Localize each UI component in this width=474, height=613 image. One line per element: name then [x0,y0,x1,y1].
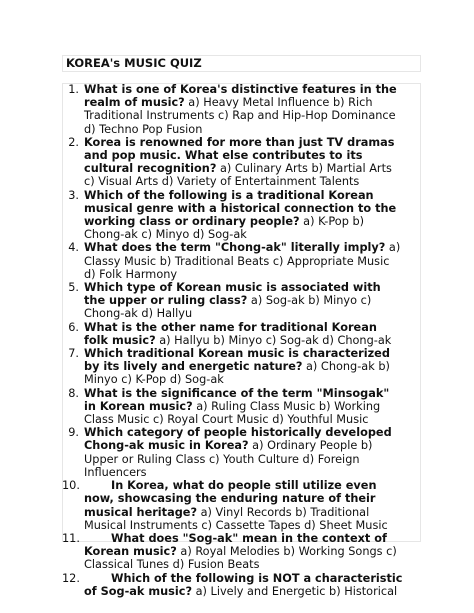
answer-options: a) Royal Melodies b) Working Songs c) Classical Tunes d) Fusion Beats [84,545,397,572]
question-text: In Korea, what do people still utilize even now, showcasing the enduring nature of their musical heritage? [84,479,377,519]
answer-options: a) Classy Music b) Traditional Beats c) Appropriate Music d) Folk Harmony [84,241,401,281]
question-number: 10. [62,479,80,493]
question-item [0,347,474,387]
question-text: Which of the following is NOT a characteristic of Sog-ak music? [84,571,403,598]
question-item [0,83,474,136]
question-text: What is one of Korea's distinctive features in the realm of music? [84,83,397,110]
answer-options: a) Chong-ak b) Minyo c) K-Pop d) Sog-ak [84,360,390,387]
question-text: Which of the following is a traditional Korean musical genre with a historical connection to the working class or ordinary people? [84,188,397,229]
question-item [0,281,474,321]
answer-options: a) Vinyl Records b) Traditional Musical Instruments c) Cassette Tapes d) Sheet Music [84,505,388,532]
question-item [0,426,474,479]
question-item [0,532,474,572]
question-number: 2. [68,135,79,149]
question-item [0,189,474,242]
question-item [0,572,474,598]
answer-options: a) Lively and Energetic b) Historical [192,584,398,598]
question-number: 9. [68,426,79,440]
answer-options: a) Culinary Arts b) Martial Arts c) Visual Arts d) Variety of Entertainment Talents [84,162,392,189]
answer-options: a) Hallyu b) Minyo c) Sog-ak d) Chong-ak [155,333,392,347]
question-item [0,241,474,281]
question-number: 7. [68,347,79,361]
quiz-title: KOREA's MUSIC QUIZ [66,56,202,70]
question-text: Which traditional Korean music is characterized by its lively and energetic nature? [84,347,390,374]
question-text: What is the significance of the term "Minsogak" in Korean music? [84,386,390,413]
answer-options: a) Heavy Metal Influence b) Rich Traditional Instruments c) Rap and Hip-Hop Dominance d) Techno Pop Fusion [84,96,396,136]
question-text: What does "Sog-ak" mean in the context of Korean music? [84,531,387,559]
answer-options: a) K-Pop b) Chong-ak c) Minyo d) Sog-ak [84,215,365,242]
question-number: 11. [62,531,80,545]
question-text: Which type of Korean music is associated with the upper or ruling class? [84,281,381,308]
question-list [0,83,474,598]
question-item [0,479,474,532]
question-text: Which category of people historically developed Chong-ak music in Korea? [84,426,392,453]
question-number: 3. [68,188,79,202]
question-item [0,321,474,347]
question-number: 4. [68,241,79,255]
question-item [0,136,474,189]
question-number: 8. [68,386,79,400]
question-text: What is the other name for traditional Korean folk music? [84,320,377,347]
question-number: 1. [68,83,79,96]
question-number: 5. [68,281,79,295]
answer-options: a) Ruling Class Music b) Working Class Music c) Royal Court Music d) Youthful Music [84,399,381,427]
question-item [0,387,474,427]
question-number: 6. [68,320,79,334]
answer-options: a) Sog-ak b) Minyo c) Chong-ak d) Hallyu [84,294,372,321]
answer-options: a) Ordinary People b) Upper or Ruling Class c) Youth Culture d) Foreign Influencers [84,439,373,479]
question-text: Korea is renowned for more than just TV dramas and pop music. What else contributes to its cultural recognition? [84,135,395,176]
question-number: 12. [62,571,80,585]
question-text: What does the term "Chong-ak" literally imply? [84,241,386,255]
